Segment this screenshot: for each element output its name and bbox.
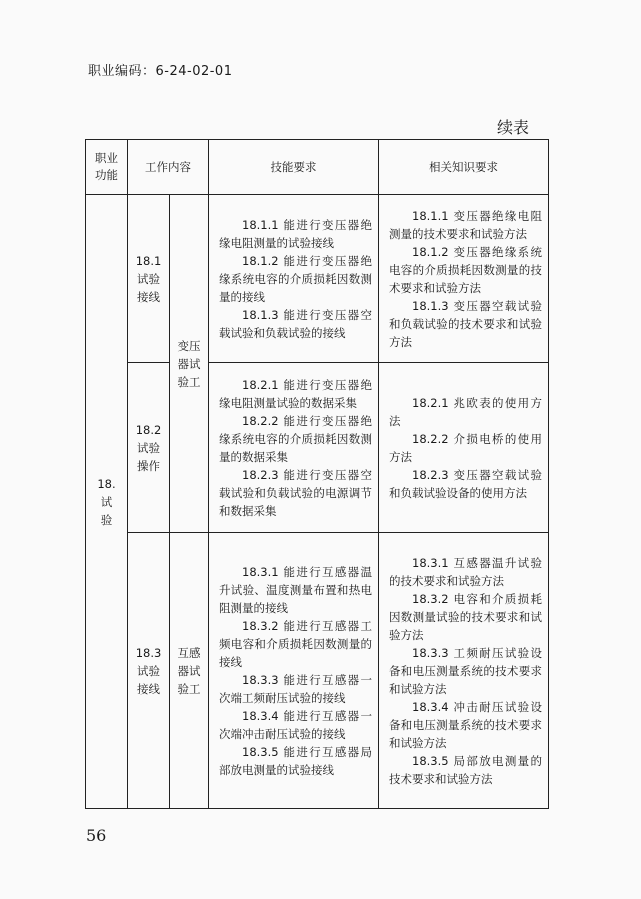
function-cell: 18. 试 验 [86,195,128,809]
knowledge-item: 18.2.3 变压器空载试验和负载试验设备的使用方法 [389,467,542,500]
knowledge-cell [379,533,549,809]
skill-item: 18.1.1 能进行变压器绝缘电阻测量的试验接线 [219,217,372,250]
skill-item: 18.2.3 能进行变压器空载试验和负载试验的电源调节和数据采集 [219,467,372,518]
task-cell: 18.2 试验 操作 [128,363,170,533]
skills-table [85,139,549,809]
table-header-row [86,140,549,195]
task-cell: 18.3 试验 接线 [128,533,170,809]
page-number: 56 [86,826,107,845]
knowledge-item: 18.3.1 互感器温升试验的技术要求和试验方法 [389,555,542,588]
knowledge-item: 18.1.2 变压器绝缘系统电容的介质损耗因数测量的技术要求和试验方法 [389,244,542,295]
knowledge-item: 18.2.1 兆欧表的使用方法 [389,395,542,428]
knowledge-cell [379,363,549,533]
knowledge-item: 18.1.3 变压器空载试验和负载试验的技术要求和试验方法 [389,298,542,349]
skill-item: 18.3.2 能进行互感器工频电容和介质损耗因数测量的接线 [219,618,372,669]
skill-item: 18.1.2 能进行变压器绝缘系统电容的介质损耗因数测量的接线 [219,253,372,304]
header-skill-requirements: 技能要求 [209,140,379,195]
continued-label: 续表 [497,118,530,137]
skill-cell [209,533,379,809]
group-instrument-cell: 互感 器试 验工 [170,533,209,809]
knowledge-item: 18.2.2 介损电桥的使用方法 [389,431,542,464]
skill-item: 18.3.1 能进行互感器温升试验、温度测量布置和热电阻测量的接线 [219,564,372,615]
knowledge-item: 18.1.1 变压器绝缘电阻测量的技术要求和试验方法 [389,208,542,241]
task-cell: 18.1 试验 接线 [128,195,170,363]
occupation-code: 职业编码：6-24-02-01 [88,64,233,79]
table-row [86,195,549,363]
knowledge-item: 18.3.2 电容和介质损耗因数测量试验的技术要求和试验方法 [389,591,542,642]
group-transformer-cell: 变压 器试 验工 [170,195,209,533]
skill-item: 18.2.1 能进行变压器绝缘电阻测量试验的数据采集 [219,377,372,410]
table-row [86,533,549,809]
knowledge-item: 18.3.3 工频耐压试验设备和电压测量系统的技术要求和试验方法 [389,645,542,696]
table-row [86,363,549,533]
skill-item: 18.3.3 能进行互感器一次端工频耐压试验的接线 [219,672,372,705]
knowledge-cell [379,195,549,363]
header-function: 职业 功能 [86,140,128,195]
skill-item: 18.3.4 能进行互感器一次端冲击耐压试验的接线 [219,708,372,741]
header-work-content: 工作内容 [128,140,209,195]
skill-item: 18.1.3 能进行变压器空载试验和负载试验的接线 [219,307,372,340]
skill-cell [209,363,379,533]
skill-cell [209,195,379,363]
skill-item: 18.2.2 能进行变压器绝缘系统电容的介质损耗因数测量的数据采集 [219,413,372,464]
header-knowledge-requirements: 相关知识要求 [379,140,549,195]
knowledge-item: 18.3.5 局部放电测量的技术要求和试验方法 [389,753,542,786]
knowledge-item: 18.3.4 冲击耐压试验设备和电压测量系统的技术要求和试验方法 [389,699,542,750]
skill-item: 18.3.5 能进行互感器局部放电测量的试验接线 [219,744,372,777]
